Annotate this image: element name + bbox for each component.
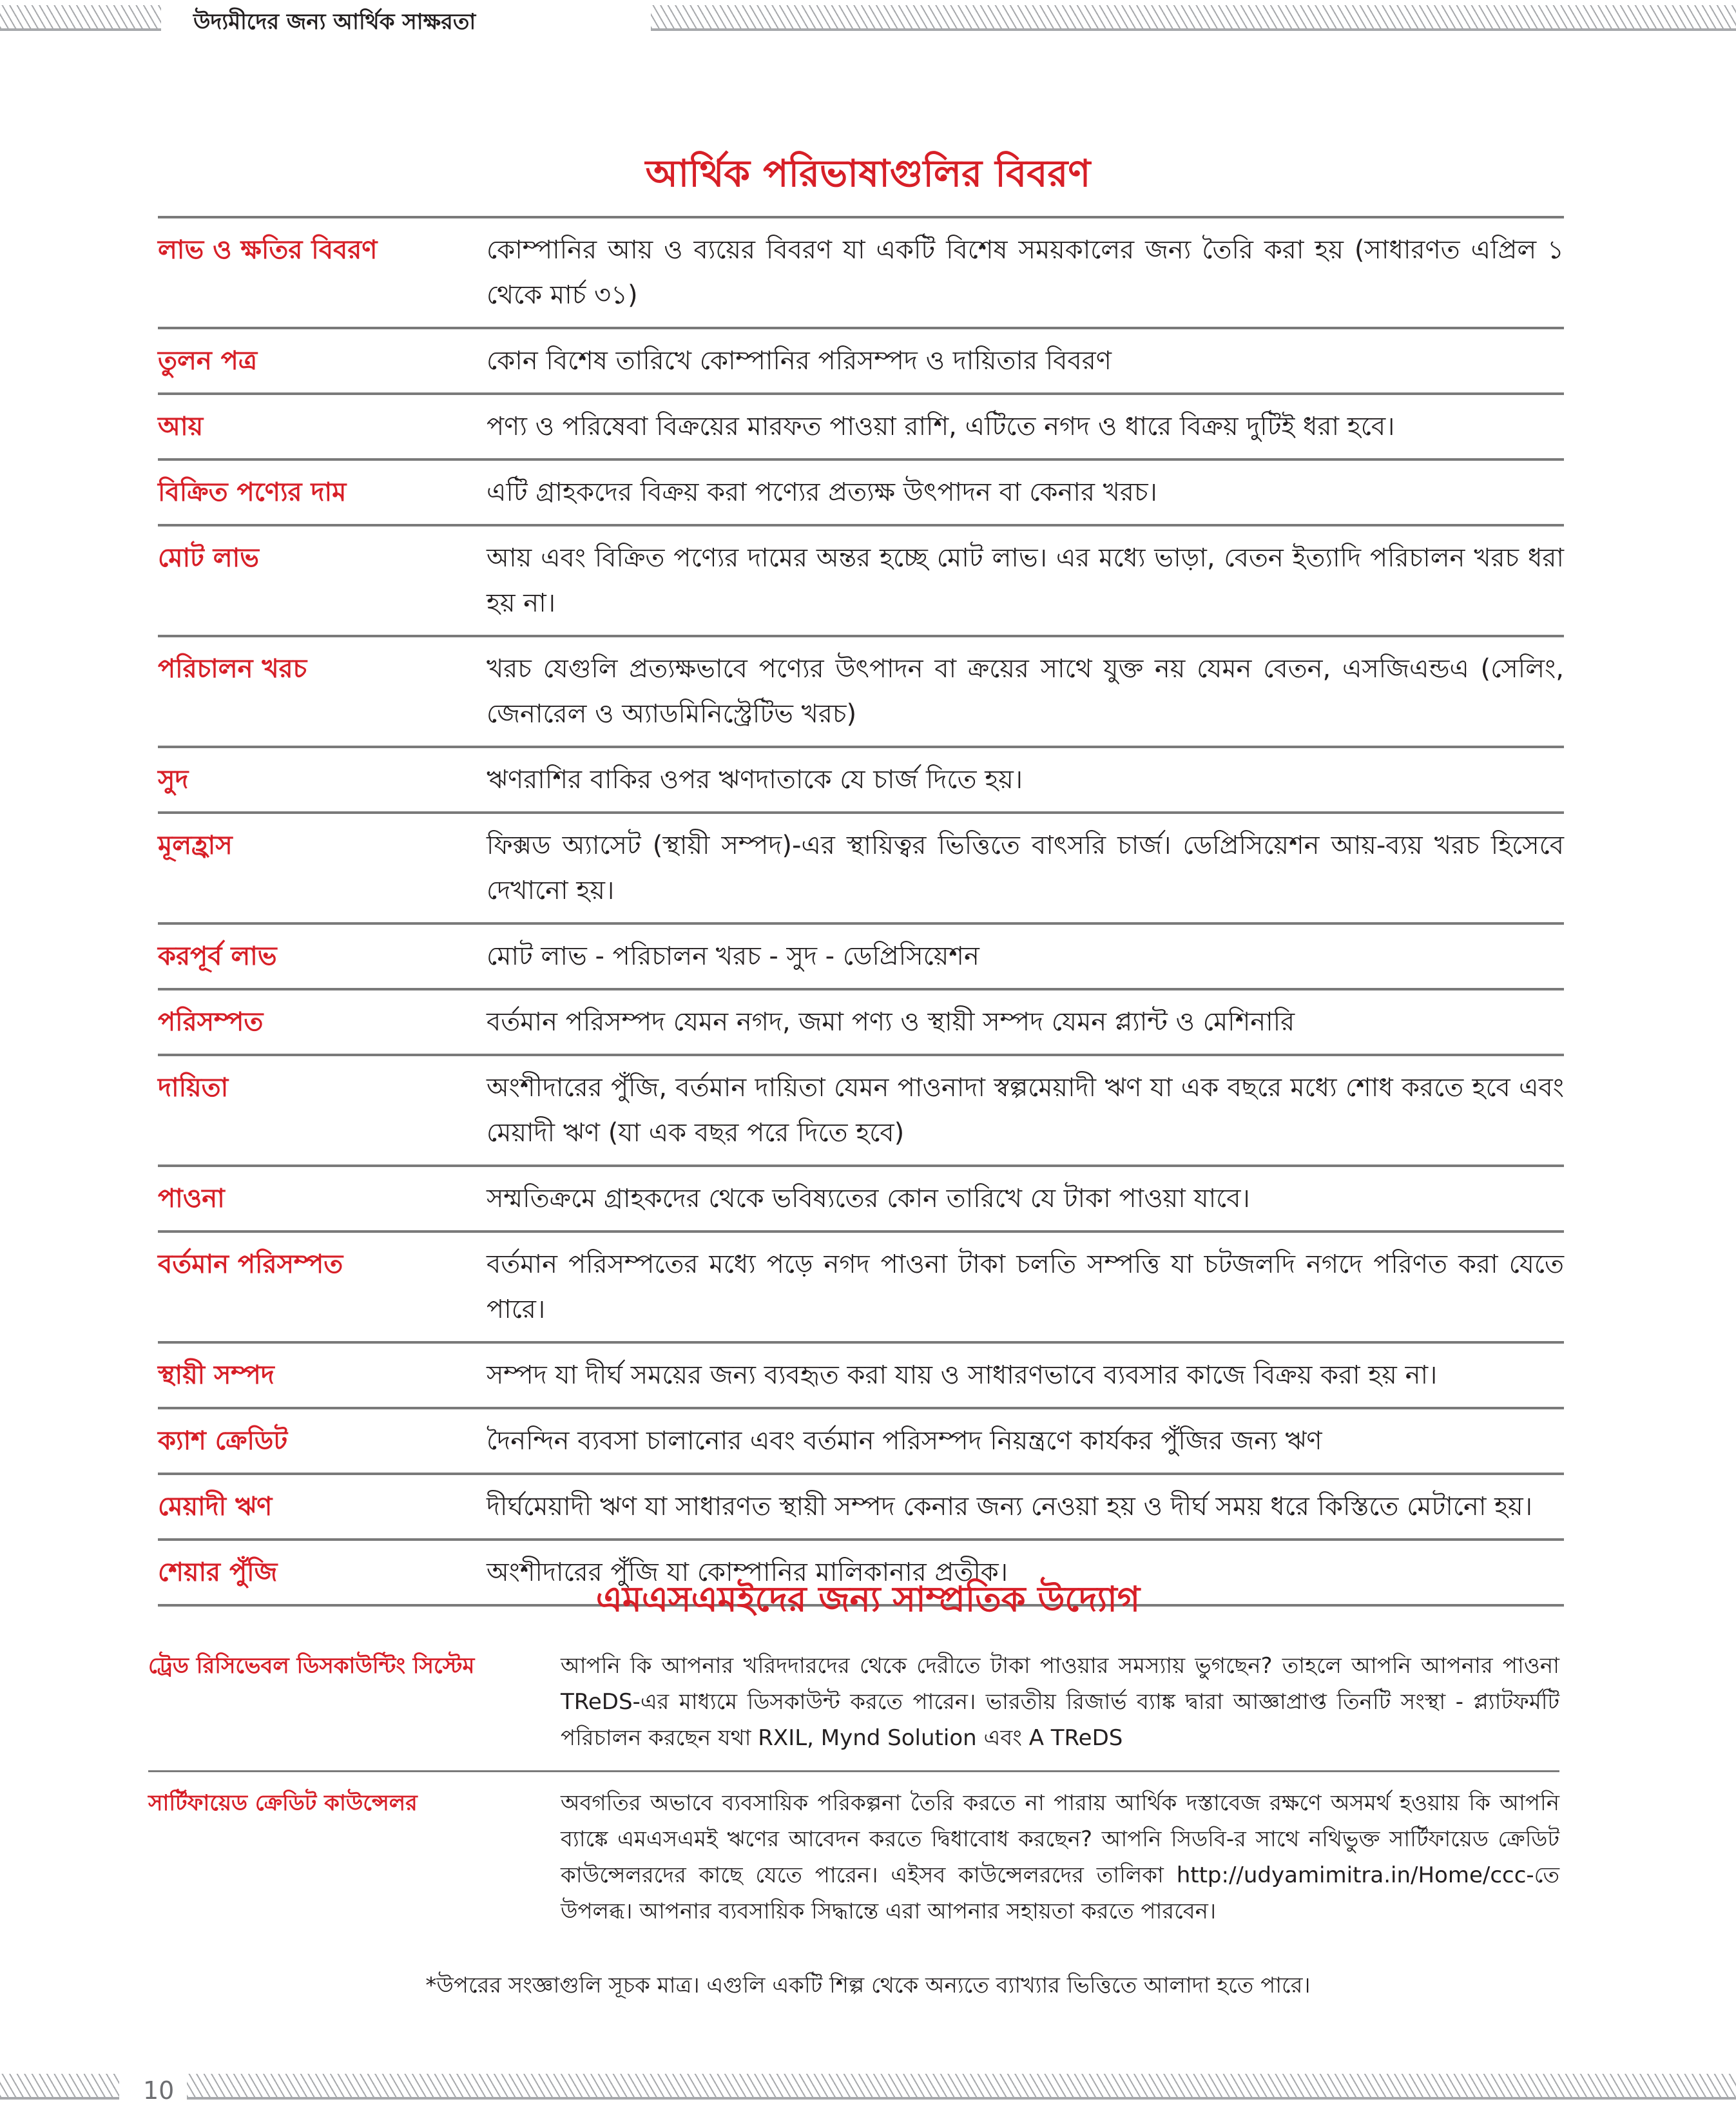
initiatives-list [148, 1640, 1559, 1937]
glossary-term: শেয়ার পুঁজি [158, 1558, 278, 1587]
glossary-term: স্থায়ী সম্পদ [158, 1360, 275, 1390]
glossary-definition: কোম্পানির আয় ও ব্যয়ের বিবরণ যা একটি বিশেষ সময়কালের জন্য তৈরি করা হয় (সাধারণত এপ্রিল ১ থেকে মার্চ ৩১) [487, 235, 1564, 310]
glossary-row [158, 637, 1564, 748]
glossary-row [158, 461, 1564, 526]
glossary-row [158, 218, 1564, 329]
footnote: *উপরের সংজ্ঞাগুলি সূচক মাত্র। এগুলি একটি শিল্প থেকে অন্যতে ব্যাখ্যার ভিত্তিতে আলাদা হতে পারে। [425, 1973, 1311, 1998]
glossary-term: করপূর্ব লাভ [158, 942, 277, 971]
glossary-term: দায়িতা [158, 1073, 229, 1103]
glossary-row [158, 1167, 1564, 1233]
glossary-definition: খরচ যেগুলি প্রত্যক্ষভাবে পণ্যের উৎপাদন বা ক্রয়ের সাথে যুক্ত নয় যেমন বেতন, এসজিএন্ডএ (সেলিং, জেনারেল ও অ্যাডমিনিস্ট্রেটিভ খরচ) [487, 654, 1564, 729]
header-hatch-right [651, 5, 1736, 31]
glossary-table [158, 216, 1564, 1607]
glossary-row [158, 748, 1564, 814]
glossary-term: লাভ ও ক্ষতির বিবরণ [158, 235, 378, 265]
glossary-definition: মোট লাভ - পরিচালন খরচ - সুদ - ডেপ্রিসিয়েশন [487, 942, 979, 971]
glossary-definition: বর্তমান পরিসম্পদ যেমন নগদ, জমা পণ্য ও স্থায়ী সম্পদ যেমন প্ল্যান্ট ও মেশিনারি [487, 1007, 1295, 1037]
glossary-term: মূলহ্রাস [158, 831, 233, 860]
initiative-row [148, 1640, 1559, 1764]
glossary-term: আয় [158, 412, 204, 441]
glossary-term: বিক্রিত পণ্যের দাম [158, 478, 347, 507]
glossary-definition: ফিক্সড অ্যাসেট (স্থায়ী সম্পদ)-এর স্থায়িত্বর ভিত্তিতে বাৎসরি চার্জ। ডেপ্রিসিয়েশন আয়-ব্যয় খরচ হিসেবে দেখানো হয়। [487, 831, 1564, 905]
glossary-definition: পণ্য ও পরিষেবা বিক্রয়ের মারফত পাওয়া রাশি, এটিতে নগদ ও ধারে বিক্রয় দুটিই ধরা হবে। [487, 412, 1395, 441]
glossary-row [158, 1475, 1564, 1541]
running-header: উদ্যমীদের জন্য আর্থিক সাক্ষরতা [193, 9, 476, 35]
glossary-definition: আয় এবং বিক্রিত পণ্যের দামের অন্তর হচ্ছে মোট লাভ। এর মধ্যে ভাড়া, বেতন ইত্যাদি পরিচালন খরচ ধরা হয় না। [487, 543, 1564, 618]
glossary-row [158, 1056, 1564, 1167]
glossary-row [158, 990, 1564, 1056]
glossary-row [158, 329, 1564, 395]
initiative-term: ট্রেড রিসিভেবল ডিসকাউন্টিং সিস্টেম [148, 1653, 475, 1679]
footer-hatch-left [0, 2074, 119, 2100]
glossary-row [158, 925, 1564, 990]
glossary-definition: ঋণরাশির বাকির ওপর ঋণদাতাকে যে চার্জ দিতে হয়। [487, 765, 1023, 795]
page-number: 10 [143, 2076, 175, 2105]
glossary-definition: বর্তমান পরিসম্পতের মধ্যে পড়ে নগদ পাওনা টাকা চলতি সম্পত্তি যা চটজলদি নগদে পরিণত করা যেতে পারে। [487, 1250, 1564, 1324]
glossary-row [158, 526, 1564, 637]
header-hatch-left [0, 5, 161, 31]
glossary-definition: সম্পদ যা দীর্ঘ সময়ের জন্য ব্যবহৃত করা যায় ও সাধারণভাবে ব্যবসার কাজে বিক্রয় করা হয় না। [487, 1360, 1438, 1390]
glossary-term: পাওনা [158, 1184, 225, 1213]
glossary-definition: দৈনন্দিন ব্যবসা চালানোর এবং বর্তমান পরিসম্পদ নিয়ন্ত্রণে কার্যকর পুঁজির জন্য ঋণ [487, 1426, 1322, 1456]
glossary-term: মেয়াদী ঋণ [158, 1492, 273, 1522]
glossary-term: বর্তমান পরিসম্পত [158, 1250, 343, 1279]
initiative-term: সার্টিফায়েড ক্রেডিট কাউন্সেলর [148, 1790, 418, 1816]
glossary-definition: অংশীদারের পুঁজি যা কোম্পানির মালিকানার প্রতীক। [487, 1558, 1008, 1587]
glossary-definition: অংশীদারের পুঁজি, বর্তমান দায়িতা যেমন পাওনাদা স্বল্পমেয়াদী ঋণ যা এক বছরে মধ্যে শোধ করতে হবে এবং মেয়াদী ঋণ (যা এক বছর পরে দিতে হবে) [487, 1073, 1564, 1148]
footer-hatch-right [187, 2074, 1736, 2100]
glossary-term: পরিসম্পত [158, 1007, 264, 1037]
glossary-term: ক্যাশ ক্রেডিট [158, 1426, 288, 1456]
glossary-definition: কোন বিশেষ তারিখে কোম্পানির পরিসম্পদ ও দায়িতার বিবরণ [487, 346, 1112, 376]
initiative-description: অবগতির অভাবে ব্যবসায়িক পরিকল্পনা তৈরি করতে না পারায় আর্থিক দস্তাবেজ রক্ষণে অসমর্থ হওয়ায় কি আপনি ব্যাঙ্কে এমএসএমই ঋণের আবেদন করতে দ্বিধাবোধ করছেন? আপনি সিডবি-র সাথে নথিভুক্ত সার্টিফায়েড ক্রেডিট কাউন্সেলরদের কাছে যেতে পারেন। এইসব কাউন্সেলরদের তালিকা http://udyamimitra.in/Home/ccc-তে উপলব্ধ। আপনার ব্যবসায়িক সিদ্ধান্তে এরা আপনার সহায়তা করতে পারবেন। [561, 1790, 1559, 1924]
glossary-term: পরিচালন খরচ [158, 654, 307, 684]
initiative-row [148, 1770, 1559, 1937]
glossary-definition: দীর্ঘমেয়াদী ঋণ যা সাধারণত স্থায়ী সম্পদ কেনার জন্য নেওয়া হয় ও দীর্ঘ সময় ধরে কিস্তিতে মেটানো হয়। [487, 1492, 1533, 1522]
glossary-row [158, 1233, 1564, 1344]
glossary-definition: এটি গ্রাহকদের বিক্রয় করা পণ্যের প্রত্যক্ষ উৎপাদন বা কেনার খরচ। [487, 478, 1157, 507]
glossary-row [158, 1409, 1564, 1475]
glossary-term: মোট লাভ [158, 543, 259, 573]
glossary-definition: সম্মতিক্রমে গ্রাহকদের থেকে ভবিষ্যতের কোন তারিখে যে টাকা পাওয়া যাবে। [487, 1184, 1250, 1213]
glossary-row [158, 395, 1564, 461]
glossary-row [158, 814, 1564, 925]
glossary-title: আর্থিক পরিভাষাগুলির বিবরণ [645, 151, 1091, 195]
initiatives-title: এমএসএমইদের জন্য সাম্প্রতিক উদ্যোগ [595, 1579, 1141, 1619]
glossary-term: তুলন পত্র [158, 346, 258, 376]
initiative-description: আপনি কি আপনার খরিদদারদের থেকে দেরীতে টাকা পাওয়ার সমস্যায় ভুগছেন? তাহলে আপনি আপনার পাওনা TReDS-এর মাধ্যমে ডিসকাউন্ট করতে পারেন। ভারতীয় রিজার্ভ ব্যাঙ্ক দ্বারা আজ্ঞাপ্রাপ্ত তিনটি সংস্থা - প্ল্যাটফর্মটি পরিচালন করছেন যথা RXIL, Mynd Solution এবং A TReDS [561, 1653, 1559, 1751]
glossary-row [158, 1344, 1564, 1409]
glossary-term: সুদ [158, 765, 189, 795]
